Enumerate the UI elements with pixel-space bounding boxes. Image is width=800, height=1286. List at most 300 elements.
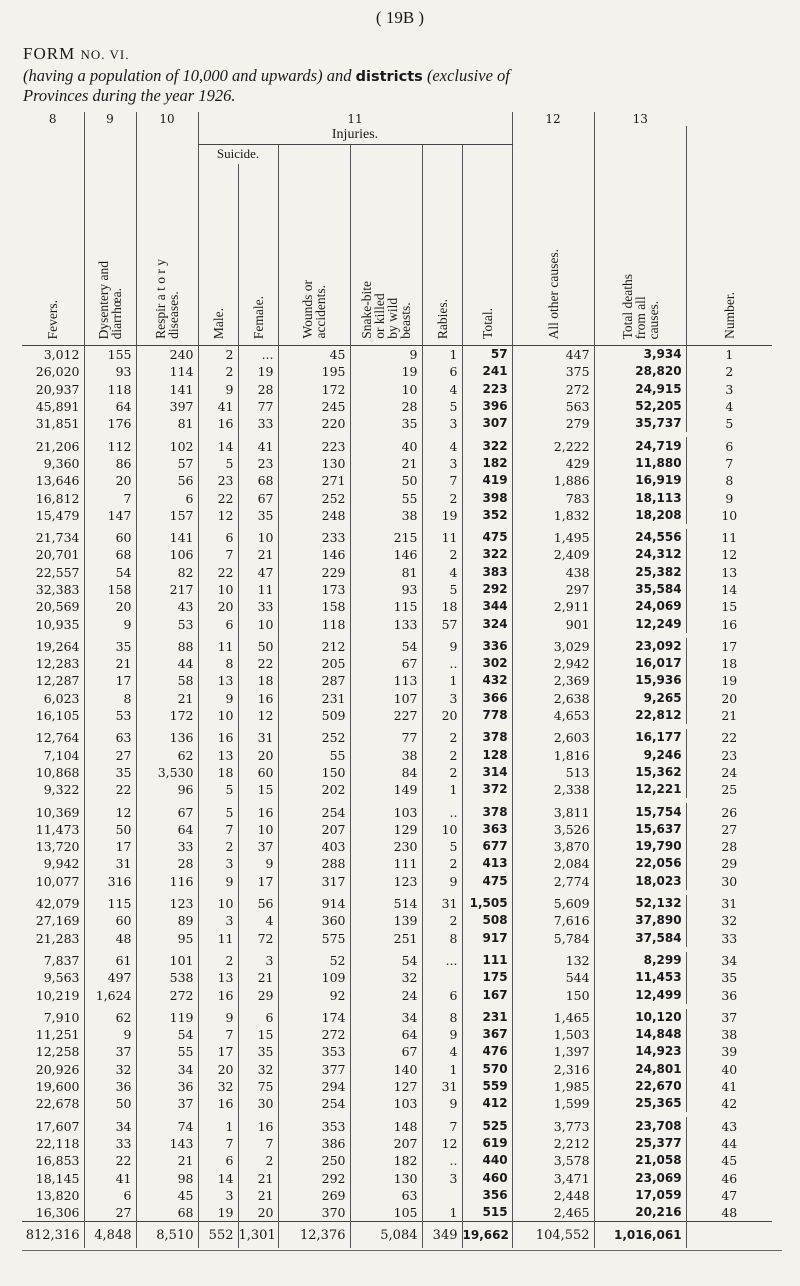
table-cell: 269 <box>278 1187 350 1204</box>
table-cell: 12 <box>686 546 772 563</box>
table-cell: 150 <box>278 764 350 781</box>
table-cell: 8 <box>84 690 136 707</box>
table-cell: 1,397 <box>512 1043 594 1060</box>
table-cell: 21,283 <box>35 930 80 946</box>
subtitle-lead: (having a population of 10,000 and upwards) and <box>23 66 352 85</box>
table-cell: 20 <box>238 747 278 764</box>
table-cell: 398 <box>462 489 512 506</box>
table-cell: 563 <box>512 398 594 415</box>
header-female: Female. <box>238 164 278 346</box>
table-cell: 2,338 <box>512 781 594 798</box>
table-cell: 24,312 <box>594 546 686 563</box>
table-cell: 5 <box>686 415 772 432</box>
table-cell: 16 <box>686 615 772 632</box>
table-cell: 207 <box>350 1135 422 1152</box>
table-cell: 8 <box>198 655 238 672</box>
table-row <box>22 803 772 820</box>
table-cell: 508 <box>462 912 512 929</box>
table-cell: 2,369 <box>512 672 594 689</box>
table-cell: 4 <box>422 564 462 581</box>
table-cell: 7,616 <box>512 912 594 929</box>
table-cell: 3,029 <box>512 638 594 655</box>
table-cell: 158 <box>278 598 350 615</box>
table-cell: 552 <box>198 1222 238 1249</box>
table-cell: 231 <box>462 1009 512 1026</box>
table-cell: 7 <box>238 1135 278 1152</box>
table-cell: 13 <box>198 672 238 689</box>
table-cell: 54 <box>84 564 136 581</box>
table-cell: 5 <box>422 838 462 855</box>
table-cell: 220 <box>278 415 350 432</box>
table-cell: 28 <box>350 398 422 415</box>
table-cell: 292 <box>278 1169 350 1186</box>
table-cell: 233 <box>278 529 350 546</box>
table-row <box>22 1204 772 1222</box>
table-row <box>22 655 772 672</box>
table-cell: 31 <box>422 1078 462 1095</box>
header-dysentery: Dysentery and diarrhœa. <box>84 126 136 346</box>
table-cell: 10 <box>198 581 238 598</box>
table-cell: 292 <box>462 581 512 598</box>
table-cell: 36 <box>84 1078 136 1095</box>
table-cell: 3,530 <box>136 764 198 781</box>
table-cell: 25,382 <box>594 564 686 581</box>
table-cell: 8 <box>422 930 462 947</box>
table-cell: 2 <box>422 546 462 563</box>
table-cell: 13,720 <box>35 839 80 855</box>
table-cell: 575 <box>278 930 350 947</box>
table-cell: 314 <box>462 764 512 781</box>
table-cell: .. <box>422 803 462 820</box>
table-cell: 6 <box>422 986 462 1003</box>
table-cell: 12,499 <box>594 986 686 1003</box>
table-cell: 2,638 <box>512 690 594 707</box>
table-cell: 5 <box>198 781 238 798</box>
table-cell: 58 <box>136 672 198 689</box>
table-cell: 9,563 <box>43 970 80 986</box>
table-row <box>22 472 772 489</box>
table-cell: 9 <box>686 489 772 506</box>
table-cell: 22 <box>238 655 278 672</box>
table-cell: 5,784 <box>512 930 594 947</box>
table-cell: 36 <box>136 1078 198 1095</box>
table-cell: 10 <box>238 821 278 838</box>
table-cell: 2,911 <box>512 598 594 615</box>
table-cell: 25,365 <box>594 1095 686 1112</box>
table-cell: 15,479 <box>35 507 80 523</box>
table-cell: 440 <box>462 1152 512 1169</box>
header-number: Number. <box>686 126 772 346</box>
table-row <box>22 1043 772 1060</box>
table-cell: 61 <box>84 952 136 969</box>
table-cell: 10 <box>238 615 278 632</box>
table-row <box>22 363 772 380</box>
table-cell: 12,283 <box>35 656 80 672</box>
table-cell: 45 <box>278 346 350 364</box>
table-row <box>22 821 772 838</box>
table-cell: 223 <box>278 437 350 454</box>
table-cell: 5,609 <box>512 895 594 912</box>
table-cell: 12,249 <box>594 615 686 632</box>
table-cell: 2 <box>198 952 238 969</box>
table-cell: 2,084 <box>512 855 594 872</box>
table-cell: 1,503 <box>512 1026 594 1043</box>
table-cell: 31,851 <box>35 416 80 432</box>
table-cell: 35 <box>84 764 136 781</box>
table-cell: 10,120 <box>594 1009 686 1026</box>
table-cell: 1,816 <box>512 747 594 764</box>
table-cell: 377 <box>278 1061 350 1078</box>
table-cell: 287 <box>278 672 350 689</box>
table-cell: 1,599 <box>512 1095 594 1112</box>
table-cell: 54 <box>350 638 422 655</box>
table-cell: 2,465 <box>512 1204 594 1222</box>
table-cell: 20 <box>198 1061 238 1078</box>
table-cell: 7 <box>422 1117 462 1134</box>
table-cell: 353 <box>278 1117 350 1134</box>
table-cell: 353 <box>278 1043 350 1060</box>
table-cell: 81 <box>350 564 422 581</box>
table-cell: 107 <box>350 690 422 707</box>
table-cell: 9 <box>198 873 238 890</box>
table-cell: 33 <box>136 838 198 855</box>
table-cell: 4,848 <box>84 1222 136 1249</box>
table-cell: 128 <box>462 747 512 764</box>
table-cell: 24 <box>350 986 422 1003</box>
subtitle-bold-word: districts <box>355 69 423 85</box>
table-cell: 141 <box>136 529 198 546</box>
table-cell: 6 <box>198 615 238 632</box>
table-cell: 1,016,061 <box>594 1222 686 1249</box>
table-cell: 63 <box>350 1187 422 1204</box>
table-cell: 45 <box>136 1187 198 1204</box>
table-cell: 10,219 <box>35 987 80 1003</box>
header-group-row <box>22 126 772 145</box>
table-cell: 9,265 <box>594 690 686 707</box>
table-cell: 20,937 <box>35 381 80 397</box>
table-cell: 22,678 <box>35 1096 80 1112</box>
table-cell: 570 <box>462 1061 512 1078</box>
table-cell: 136 <box>136 729 198 746</box>
table-cell: 16,177 <box>594 729 686 746</box>
table-cell: 2 <box>198 838 238 855</box>
table-cell: 1,832 <box>512 507 594 524</box>
table-cell: 21 <box>238 1187 278 1204</box>
table-cell: 14,923 <box>594 1043 686 1060</box>
table-cell: 147 <box>84 507 136 524</box>
table-cell: 36 <box>686 986 772 1003</box>
table-cell: 123 <box>350 873 422 890</box>
table-cell: 271 <box>278 472 350 489</box>
table-cell: 272 <box>136 986 198 1003</box>
table-cell: 7 <box>686 455 772 472</box>
table-cell: 8,510 <box>136 1222 198 1249</box>
table-cell: 12 <box>84 803 136 820</box>
table-cell: 47 <box>238 564 278 581</box>
table-cell: 21,734 <box>35 530 80 546</box>
table-cell: 15,637 <box>594 821 686 838</box>
table-cell: 212 <box>278 638 350 655</box>
table-cell: 383 <box>462 564 512 581</box>
table-cell: 32 <box>350 969 422 986</box>
table-cell: 21 <box>350 455 422 472</box>
table-cell: 12,221 <box>594 781 686 798</box>
table-cell: 812,316 <box>22 1222 84 1249</box>
table-cell: 45 <box>686 1152 772 1169</box>
table-cell: 118 <box>84 381 136 398</box>
table-row <box>22 615 772 632</box>
table-cell: 132 <box>512 952 594 969</box>
column-number: 9 <box>84 112 136 126</box>
table-row <box>22 672 772 689</box>
table-cell: 229 <box>278 564 350 581</box>
table-cell: 2 <box>422 747 462 764</box>
table-cell: 25 <box>686 781 772 798</box>
table-cell: 11,880 <box>594 455 686 472</box>
table-row <box>22 707 772 724</box>
table-cell: 18,023 <box>594 873 686 890</box>
table-cell: 6 <box>136 489 198 506</box>
table-cell: 252 <box>278 729 350 746</box>
table-cell: 17 <box>84 672 136 689</box>
table-row <box>22 781 772 798</box>
column-number: 10 <box>136 112 198 126</box>
table-cell: 129 <box>350 821 422 838</box>
table-cell: 130 <box>350 1169 422 1186</box>
table-cell: ... <box>238 346 278 364</box>
table-cell: 139 <box>350 912 422 929</box>
table-cell: 30 <box>686 873 772 890</box>
table-cell: 9,942 <box>43 856 80 872</box>
table-cell: 227 <box>350 707 422 724</box>
table-cell: 559 <box>462 1078 512 1095</box>
table-cell: 14 <box>198 1169 238 1186</box>
table-cell: 22 <box>198 489 238 506</box>
table-cell: 2 <box>198 346 238 364</box>
table-row <box>22 598 772 615</box>
table-row <box>22 455 772 472</box>
table-cell: 35,737 <box>594 415 686 432</box>
header-suicide: Suicide. <box>198 145 278 164</box>
table-cell: 18,145 <box>35 1170 80 1186</box>
table-cell: 43 <box>686 1117 772 1134</box>
table-cell: 48 <box>84 930 136 947</box>
table-cell: 32 <box>238 1061 278 1078</box>
table-cell: 17,059 <box>594 1187 686 1204</box>
table-cell: 207 <box>278 821 350 838</box>
table-row <box>22 381 772 398</box>
table-cell: 2,316 <box>512 1061 594 1078</box>
table-row <box>22 415 772 432</box>
table-cell: 116 <box>136 873 198 890</box>
table-cell: 67 <box>136 803 198 820</box>
table-cell: 10 <box>350 381 422 398</box>
table-cell: 12 <box>198 507 238 524</box>
table-cell: 5 <box>422 581 462 598</box>
table-cell: 23 <box>238 455 278 472</box>
table-cell: 150 <box>512 986 594 1003</box>
table-cell: 88 <box>136 638 198 655</box>
table-cell: 9 <box>422 1026 462 1043</box>
header-fevers: Fevers. <box>22 126 84 346</box>
table-cell: 5 <box>198 803 238 820</box>
table-cell: 514 <box>350 895 422 912</box>
table-row <box>22 838 772 855</box>
table-cell: 525 <box>462 1117 512 1134</box>
table-cell: 403 <box>278 838 350 855</box>
table-cell: 1 <box>422 781 462 798</box>
table-cell: 20,569 <box>35 599 80 615</box>
form-number: NO. VI. <box>80 47 130 62</box>
table-cell: 447 <box>512 346 594 364</box>
table-cell: 77 <box>238 398 278 415</box>
table-cell: 42,079 <box>35 896 80 912</box>
table-cell: 27 <box>686 821 772 838</box>
table-cell: 11,473 <box>35 821 80 837</box>
table-cell: 56 <box>136 472 198 489</box>
table-cell: 22,812 <box>594 707 686 724</box>
table-cell: 419 <box>462 472 512 489</box>
table-cell: 9,322 <box>43 782 80 798</box>
table-cell: 18 <box>238 672 278 689</box>
table-cell: 12,287 <box>35 673 80 689</box>
table-cell: 322 <box>462 546 512 563</box>
table-cell: 1,495 <box>512 529 594 546</box>
table-cell: 92 <box>278 986 350 1003</box>
table-cell: 22,557 <box>35 564 80 580</box>
table-cell: 8,299 <box>594 952 686 969</box>
table-cell: 544 <box>512 969 594 986</box>
table-cell: 18 <box>198 764 238 781</box>
table-cell: 1 <box>686 346 772 364</box>
table-cell: 17 <box>84 838 136 855</box>
table-cell: 173 <box>278 581 350 598</box>
table-cell: 9 <box>198 1009 238 1026</box>
table-row <box>22 546 772 563</box>
table-cell: 14,848 <box>594 1026 686 1043</box>
table-cell: 175 <box>462 969 512 986</box>
table-cell: 11 <box>198 638 238 655</box>
table-cell: 24,556 <box>594 529 686 546</box>
table-cell: 12 <box>238 707 278 724</box>
table-cell: 127 <box>350 1078 422 1095</box>
table-cell: 322 <box>462 437 512 454</box>
table-cell: 9,246 <box>594 747 686 764</box>
table-cell: 3 <box>422 415 462 432</box>
table-cell: 1 <box>422 346 462 364</box>
table-row <box>22 398 772 415</box>
subtitle <box>23 66 510 86</box>
table-cell: 205 <box>278 655 350 672</box>
table-cell: 11 <box>422 529 462 546</box>
table-cell: 33 <box>84 1135 136 1152</box>
table-cell: 21 <box>136 690 198 707</box>
table-cell: 1,624 <box>84 986 136 1003</box>
header-total-deaths: Total deaths from all causes. <box>594 126 686 346</box>
table-cell: 215 <box>350 529 422 546</box>
table-cell: 5,084 <box>350 1222 422 1249</box>
table-cell: 9,360 <box>43 455 80 471</box>
table-cell: 3 <box>422 1169 462 1186</box>
table-cell: 114 <box>136 363 198 380</box>
table-row <box>22 930 772 947</box>
totals-row <box>22 1222 772 1249</box>
table-cell: 54 <box>350 952 422 969</box>
table-cell: 35 <box>686 969 772 986</box>
table-cell: 31 <box>84 855 136 872</box>
table-cell: 412 <box>462 1095 512 1112</box>
table-cell: 48 <box>686 1204 772 1222</box>
table-cell: 64 <box>136 821 198 838</box>
table-cell: 372 <box>462 781 512 798</box>
table-cell: 397 <box>136 398 198 415</box>
table-cell: 23 <box>686 747 772 764</box>
table-cell: 64 <box>350 1026 422 1043</box>
table-cell: 17 <box>198 1043 238 1060</box>
table-cell: 38 <box>350 747 422 764</box>
table-cell: 3,811 <box>512 803 594 820</box>
table-row <box>22 564 772 581</box>
table-cell: 72 <box>238 930 278 947</box>
table-cell: 81 <box>136 415 198 432</box>
table-cell: 84 <box>350 764 422 781</box>
table-cell: 3 <box>198 912 238 929</box>
table-cell: 10 <box>198 707 238 724</box>
table-cell: 68 <box>136 1204 198 1222</box>
table-cell: 10 <box>238 529 278 546</box>
table-cell: 47 <box>686 1187 772 1204</box>
table-cell: 15,362 <box>594 764 686 781</box>
table-cell: 432 <box>462 672 512 689</box>
table-cell: 1 <box>198 1117 238 1134</box>
table-cell: 386 <box>278 1135 350 1152</box>
table-row <box>22 855 772 872</box>
table-cell: .. <box>422 1152 462 1169</box>
table-cell: 1 <box>422 672 462 689</box>
table-cell: 20 <box>422 707 462 724</box>
table-cell: 7,837 <box>43 952 80 968</box>
table-cell: 15,936 <box>594 672 686 689</box>
table-cell: 9 <box>350 346 422 364</box>
table-cell: 20,926 <box>35 1061 80 1077</box>
table-row <box>22 690 772 707</box>
table-cell: 378 <box>462 803 512 820</box>
table-cell: 24,719 <box>594 437 686 454</box>
table-cell: 75 <box>238 1078 278 1095</box>
table-cell: 19 <box>686 672 772 689</box>
table-cell: 21 <box>238 969 278 986</box>
table-cell: 2,942 <box>512 655 594 672</box>
table-cell: 429 <box>512 455 594 472</box>
table-cell: 63 <box>84 729 136 746</box>
table-cell: 37 <box>136 1095 198 1112</box>
table-cell: 55 <box>278 747 350 764</box>
table-cell: 10,077 <box>35 873 80 889</box>
table-cell: 16 <box>238 690 278 707</box>
table-cell: 2,448 <box>512 1187 594 1204</box>
table-cell: 35 <box>238 507 278 524</box>
table-cell: 15 <box>686 598 772 615</box>
table-cell: 37 <box>686 1009 772 1026</box>
table-cell: 294 <box>278 1078 350 1095</box>
table-cell: 27 <box>84 1204 136 1222</box>
table-cell: 6 <box>198 529 238 546</box>
table-cell: 538 <box>136 969 198 986</box>
table-cell: 93 <box>84 363 136 380</box>
table-row <box>22 529 772 546</box>
table-cell: 52,132 <box>594 895 686 912</box>
table-cell: 34 <box>686 952 772 969</box>
